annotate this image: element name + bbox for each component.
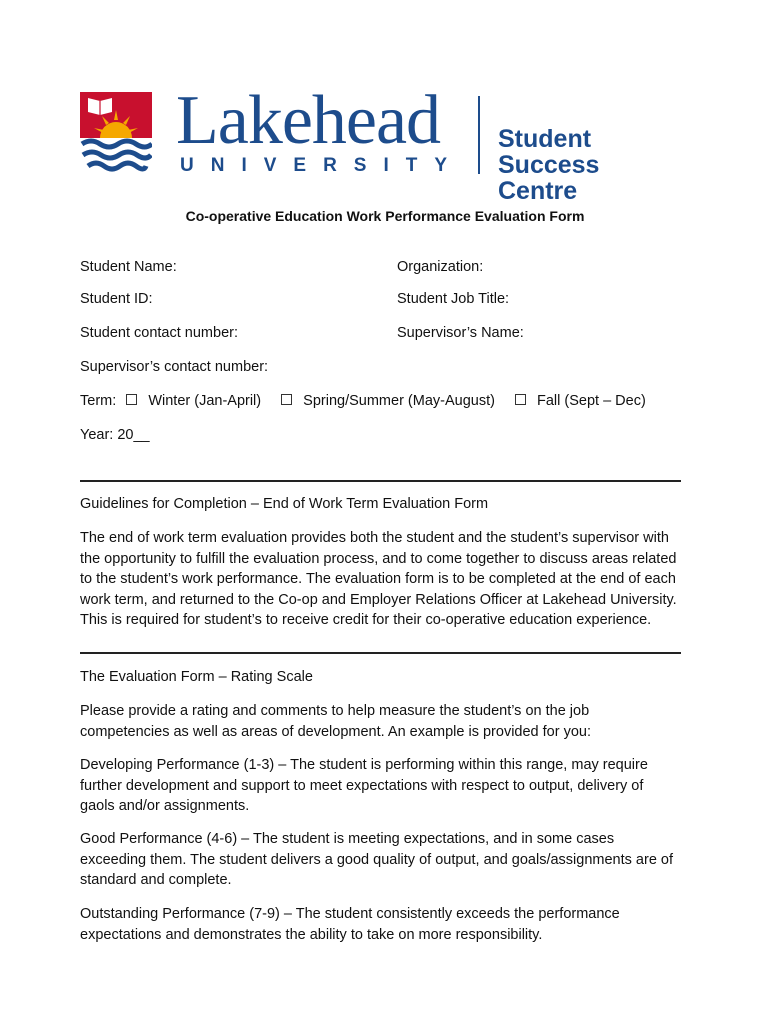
developing-performance-text: Developing Performance (1-3) – The student is performing within this range, may require further development and support to meet expectations with respect to output, delivery of gaols and/or assignments.: [80, 757, 648, 814]
supervisor-contact-label: Supervisor’s contact number:: [80, 359, 269, 375]
university-logo: [80, 82, 680, 205]
student-id-label: Student ID:: [80, 291, 153, 307]
guidelines-heading: Guidelines for Completion – End of Work Term Evaluation Form: [80, 496, 489, 512]
contact-number-label: Student contact number:: [80, 325, 238, 341]
logo-divider: [478, 96, 480, 174]
logo-subword: UNIVERSITY: [180, 155, 465, 176]
department-line-2: Centre: [498, 177, 578, 205]
term-selector: [80, 392, 656, 410]
spring-summer-option-label: Spring/Summer (May-August): [303, 393, 495, 409]
form-title: Co-operative Education Work Performance Evaluation Form: [185, 208, 585, 224]
logo-wordmark: Lakehead: [176, 82, 441, 159]
section-divider: [80, 652, 681, 654]
job-title-label: Student Job Title:: [397, 291, 510, 307]
supervisor-name-label: Supervisor’s Name:: [397, 325, 524, 341]
fall-option-label: Fall (Sept – Dec): [537, 393, 646, 409]
organization-label: Organization:: [397, 259, 484, 275]
spring-summer-checkbox[interactable]: [281, 394, 292, 405]
department-name: [498, 126, 680, 204]
department-line-1: Student Success: [498, 125, 600, 179]
crest-icon: [80, 92, 152, 182]
year-label: Year: 20__: [80, 427, 150, 443]
section-divider: [80, 480, 681, 482]
guidelines-body: The end of work term evaluation provides both the student and the student’s supervisor with the opportunity to fulfill the evaluation process, and to come together to discuss areas related to the student’s work performance. The evaluation form is to be completed at the end of each work term, and returned to the Co-op and Employer Relations Officer at Lakehead University. This is required for student’s to receive credit for their co-operative education experience.: [80, 530, 677, 628]
student-name-label: Student Name:: [80, 259, 177, 275]
fall-checkbox[interactable]: [515, 394, 526, 405]
winter-option-label: Winter (Jan-April): [148, 393, 262, 409]
good-performance-text: Good Performance (4-6) – The student is meeting expectations, and in some cases exceeding them. The student delivers a good quality of output, and goals/assignments are of standard and complete.: [80, 831, 673, 888]
winter-checkbox[interactable]: [126, 394, 137, 405]
rating-scale-heading: The Evaluation Form – Rating Scale: [80, 669, 313, 685]
outstanding-performance-text: Outstanding Performance (7-9) – The student consistently exceeds the performance expectations and demonstrates the ability to take on more responsibility.: [80, 906, 620, 943]
rating-scale-intro: Please provide a rating and comments to help measure the student’s on the job competencies as well as areas of development. An example is provided for you:: [80, 703, 591, 740]
term-label: Term:: [80, 393, 117, 409]
